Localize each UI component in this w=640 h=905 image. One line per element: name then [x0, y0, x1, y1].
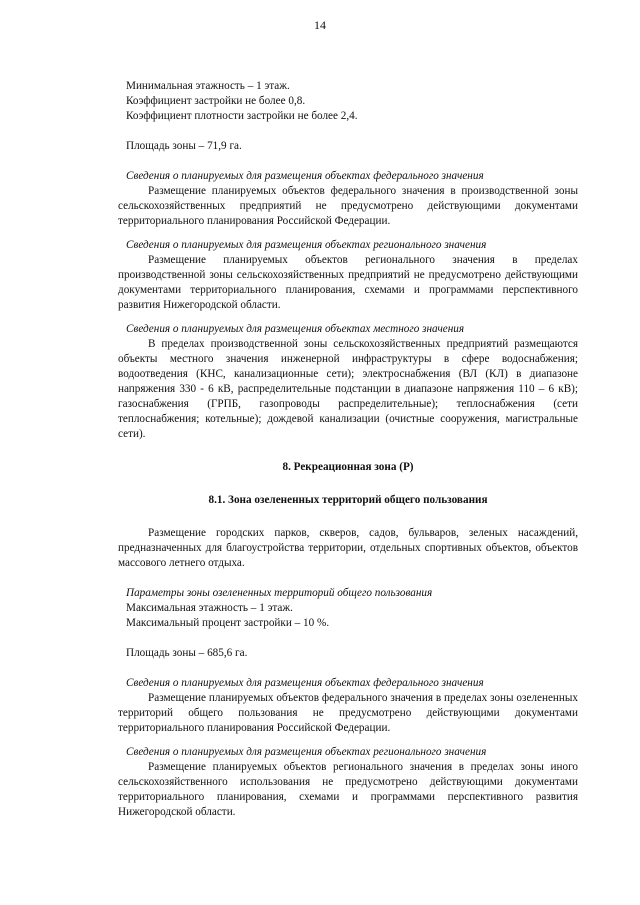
param-density-coefficient: Коэффициент плотности застройки не более 2,4. — [126, 110, 358, 122]
subsection-heading: 8.1. Зона озелененных территорий общего пользования — [208, 494, 488, 506]
zone-description: Размещение городских парков, скверов, садов, бульваров, зеленых насаждений, предназначенных для благоустройства территории, отдельных спортивных объектов, объектов массового летнего отдыха. — [118, 527, 578, 569]
local-objects-title: Сведения о планируемых для размещения объектах местного значения — [126, 323, 465, 335]
param-min-floors: Минимальная этажность – 1 этаж. — [126, 80, 290, 92]
page-number: 14 — [314, 18, 326, 32]
page-content — [118, 79, 578, 820]
regional-objects-text: Размещение планируемых объектов регионального значения в пределах зоны иного сельскохозяйственного использования не предусмотрено действующими документами территориального планирования, схемами и программами перспективного развития Нижегородской области. — [118, 761, 578, 818]
local-objects-text: В пределах производственной зоны сельскохозяйственных предприятий размещаются объекты местного значения инженерной инфраструктуры в сфере водоснабжения; водоотведения (КНС, канализационные сети); электроснабжения (ВЛ (КЛ) в диапазоне напряжения 330 - 6 кВ, распределительные подстанции в диапазоне напряжения 110 – 6 кВ); газоснабжения (ГРПБ, газопроводы распределительные); теплоснабжения (сети теплоснабжения; котельные); дождевой канализации (очистные сооружения, магистральные сети). — [118, 338, 578, 440]
zone-area: Площадь зоны – 71,9 га. — [126, 140, 242, 152]
federal-objects-title: Сведения о планируемых для размещения объектах федерального значения — [126, 170, 484, 182]
param-max-floors: Максимальная этажность – 1 этаж. — [126, 602, 293, 614]
zone-area: Площадь зоны – 685,6 га. — [126, 647, 248, 659]
federal-objects-title: Сведения о планируемых для размещения объектах федерального значения — [126, 677, 484, 689]
regional-objects-title: Сведения о планируемых для размещения объектах регионального значения — [126, 746, 487, 758]
zone-params-title: Параметры зоны озелененных территорий общего пользования — [126, 587, 433, 599]
param-building-coefficient: Коэффициент застройки не более 0,8. — [126, 95, 306, 107]
federal-objects-text: Размещение планируемых объектов федерального значения в производственной зоны сельскохозяйственных предприятий не предусмотрено действующими документами территориального планирования Российской Федерации. — [118, 185, 578, 227]
section-heading: 8. Рекреационная зона (Р) — [282, 461, 414, 473]
federal-objects-text: Размещение планируемых объектов федерального значения в пределах зоны озелененных территорий общего пользования не предусмотрено действующими документами территориального планирования Российской Федерации. — [118, 692, 578, 734]
regional-objects-text: Размещение планируемых объектов регионального значения в пределах производственной зоны сельскохозяйственных предприятий не предусмотрено действующими документами территориального планирования, схемами и программами перспективного развития Нижегородской области. — [118, 254, 578, 311]
param-max-building-percent: Максимальный процент застройки – 10 %. — [126, 617, 330, 629]
regional-objects-title: Сведения о планируемых для размещения объектах регионального значения — [126, 239, 487, 251]
